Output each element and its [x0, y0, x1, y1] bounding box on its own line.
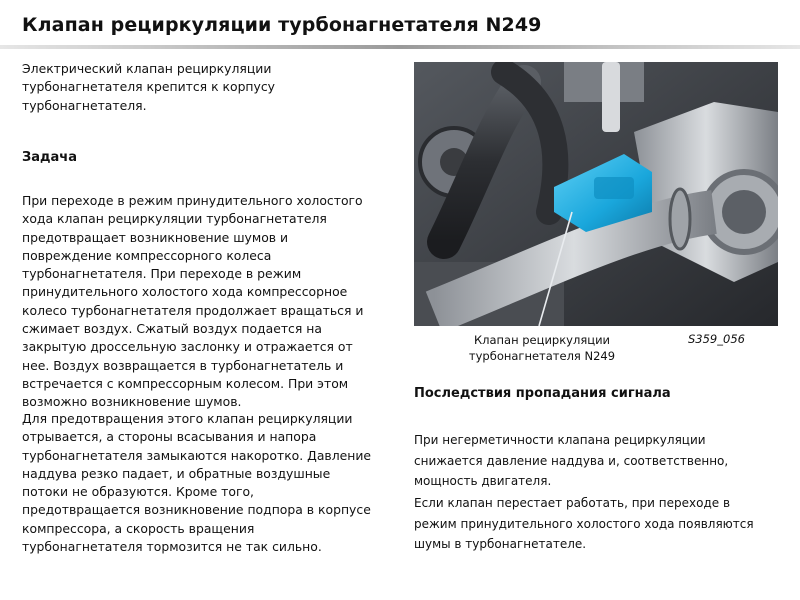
- title-divider: [0, 45, 800, 49]
- turbo-outlet-bore: [722, 190, 766, 234]
- intro-text: Электрический клапан рециркуляции турбонагнетателя крепится к корпусу турбонагнетателя.: [22, 61, 276, 113]
- task-paragraph-2: Для предотвращения этого клапан рециркуляции отрывается, а стороны всасывания и напора турбонагнетателя замыкаются накоротко. Давление наддува резко падает, и обратные воздушные потоки не образуются. Кроме того, предотвращается возникновение подпора в корпусе компрессора, а скорость вращения турбонагнетателя тормозится не так сильно.: [22, 411, 372, 555]
- valve-connector: [594, 177, 634, 199]
- consequences-paragraph-2: Если клапан перестает работать, при переходе в режим принудительного холостого хода появляются шумы в турбонагнетателе.: [414, 496, 754, 551]
- page-title: Клапан рециркуляции турбонагнетателя N249: [22, 14, 542, 36]
- engine-photo: [414, 62, 778, 326]
- engine-illustration: [414, 62, 778, 326]
- consequences-heading: Последствия пропадания сигнала: [414, 386, 671, 401]
- task-paragraph-1: При переходе в режим принудительного холостого хода клапан рециркуляции турбонагнетателя предотвращает возникновение шумов и повреждение компрессорного колеса турбонагнетателя. При переходе в режим принудительного холостого хода компрессорное колесо турбонагнетателя продолжает вращаться и сжимает воздух. Сжатый воздух подается на закрытую дроссельную заслонку и отражается от нее. Воздух возвращается в турбонагнетатель и встречается с компрессорным колесом. При этом возможно возникновение шумов.: [22, 193, 364, 410]
- task-heading: Задача: [22, 150, 77, 165]
- consequences-paragraph-1: При негерметичности клапана рециркуляции снижается давление наддува и, соответственно, мощность двигателя.: [414, 433, 729, 488]
- pipe-clamp: [670, 189, 690, 249]
- dipstick-handle: [602, 62, 620, 132]
- figure-code: S359_056: [688, 332, 745, 346]
- figure-caption: Клапан рециркуляции турбонагнетателя N249: [468, 333, 616, 363]
